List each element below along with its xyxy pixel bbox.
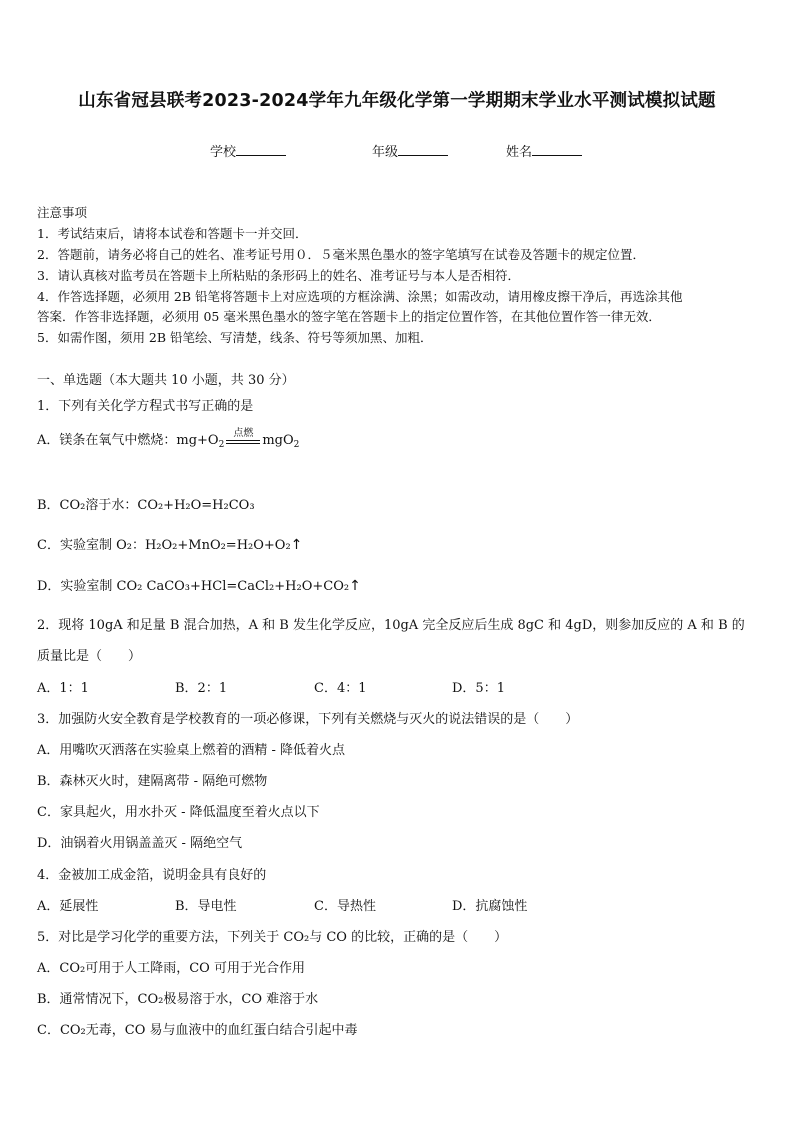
question-1-option-a[interactable]: [37, 428, 299, 453]
question-3-stem: 3．加强防火安全教育是学校教育的一项必修课，下列有关燃烧与灭火的说法错误的是（ ）: [37, 712, 579, 727]
question-5-option-b[interactable]: B．通常情况下，CO₂极易溶于水，CO 难溶于水: [37, 992, 319, 1007]
notice-item: 4．作答选择题，必须用 2B 铅笔将答题卡上对应选项的方框涂满、涂黑；如需改动，请用橡皮擦干净后，再选涂其他: [37, 289, 683, 304]
option-d-text: D．实验室制 CO₂ CaCO₃+HCl=CaCl₂+H₂O+CO₂: [37, 579, 350, 594]
question-1-option-d[interactable]: [37, 575, 361, 594]
question-1-option-b[interactable]: B．CO₂溶于水：CO₂+H₂O=H₂CO₃: [37, 498, 255, 513]
question-2-option-c[interactable]: C．4：1: [314, 681, 367, 696]
notice-item: 3．请认真核对监考员在答题卡上所粘贴的条形码上的姓名、准考证号与本人是否相符．: [37, 268, 520, 283]
school-label: 学校: [210, 145, 237, 160]
question-5-stem: 5．对比是学习化学的重要方法，下列关于 CO₂与 CO 的比较，正确的是（ ）: [37, 930, 508, 945]
subscript: 2: [293, 440, 300, 450]
notice-item: 2．答题前，请务必将自己的姓名、准考证号用０．５毫米黑色墨水的签字笔填写在试卷及答题卡的规定位置．: [37, 247, 645, 262]
option-a-product: mgO: [262, 433, 294, 448]
question-4-stem: 4．金被加工成金箔，说明金具有良好的: [37, 868, 267, 883]
question-4-option-a[interactable]: A．延展性: [37, 899, 99, 914]
name-label: 姓名: [506, 145, 533, 160]
question-2-stem: 2．现将 10gA 和足量 B 混合加热，A 和 B 发生化学反应，10gA 完全反应后生成 8gC 和 4gD，则参加反应的 A 和 B 的: [37, 618, 745, 633]
question-5-option-a[interactable]: A．CO₂可用于人工降雨，CO 可用于光合作用: [37, 961, 305, 976]
question-5-option-c[interactable]: C．CO₂无毒，CO 易与血液中的血红蛋白结合引起中毒: [37, 1023, 358, 1038]
question-4-option-c[interactable]: C．导热性: [314, 899, 376, 914]
notice-item: 答案．作答非选择题，必须用 05 毫米黑色墨水的签字笔在答题卡上的指定位置作答，在其他位置作答一律无效．: [37, 309, 661, 324]
question-3-option-a[interactable]: A．用嘴吹灭洒落在实验桌上燃着的酒精 - 降低着火点: [37, 743, 346, 758]
question-1-option-c[interactable]: [37, 534, 302, 553]
page-title: 山东省冠县联考2023-2024学年九年级化学第一学期期末学业水平测试模拟试题: [78, 91, 716, 111]
question-2-stem-cont: 质量比是（ ）: [37, 649, 142, 664]
grade-label: 年级: [372, 145, 399, 160]
section-heading: 一、单选题（本大题共 10 小题，共 30 分）: [37, 373, 295, 388]
reaction-condition: [226, 428, 260, 453]
school-field[interactable]: [210, 141, 286, 160]
notice-heading: 注意事项: [37, 205, 88, 220]
question-2-option-b[interactable]: B．2：1: [175, 681, 228, 696]
question-3-option-b[interactable]: B．森林灭火时，建隔离带 - 隔绝可燃物: [37, 774, 268, 789]
question-2-option-d[interactable]: D．5：1: [452, 681, 505, 696]
question-1-stem: 1．下列有关化学方程式书写正确的是: [37, 399, 254, 414]
name-blank[interactable]: [532, 142, 582, 156]
question-3-option-d[interactable]: D．油锅着火用锅盖盖灭 - 隔绝空气: [37, 836, 243, 851]
grade-field[interactable]: [372, 141, 448, 160]
question-4-option-b[interactable]: B．导电性: [175, 899, 237, 914]
question-4-option-d[interactable]: D．抗腐蚀性: [452, 899, 528, 914]
notice-item: 5．如需作图，须用 2B 铅笔绘、写清楚，线条、符号等须加黑、加粗．: [37, 330, 433, 345]
subscript: 2: [218, 440, 225, 450]
notice-item: 1．考试结束后，请将本试卷和答题卡一并交回．: [37, 226, 308, 241]
question-2-option-a[interactable]: A．1：1: [37, 681, 89, 696]
up-arrow-icon: ↑: [290, 537, 303, 553]
up-arrow-icon: ↑: [349, 578, 361, 594]
name-field[interactable]: [506, 141, 582, 160]
school-blank[interactable]: [236, 142, 286, 156]
question-3-option-c[interactable]: C．家具起火，用水扑灭 - 降低温度至着火点以下: [37, 805, 320, 820]
option-c-text: C．实验室制 O₂：H₂O₂+MnO₂=H₂O+O₂: [37, 538, 291, 553]
option-a-text: A．镁条在氧气中燃烧：mg+O: [37, 433, 219, 448]
condition-text: 点燃: [233, 428, 254, 439]
grade-blank[interactable]: [398, 142, 448, 156]
